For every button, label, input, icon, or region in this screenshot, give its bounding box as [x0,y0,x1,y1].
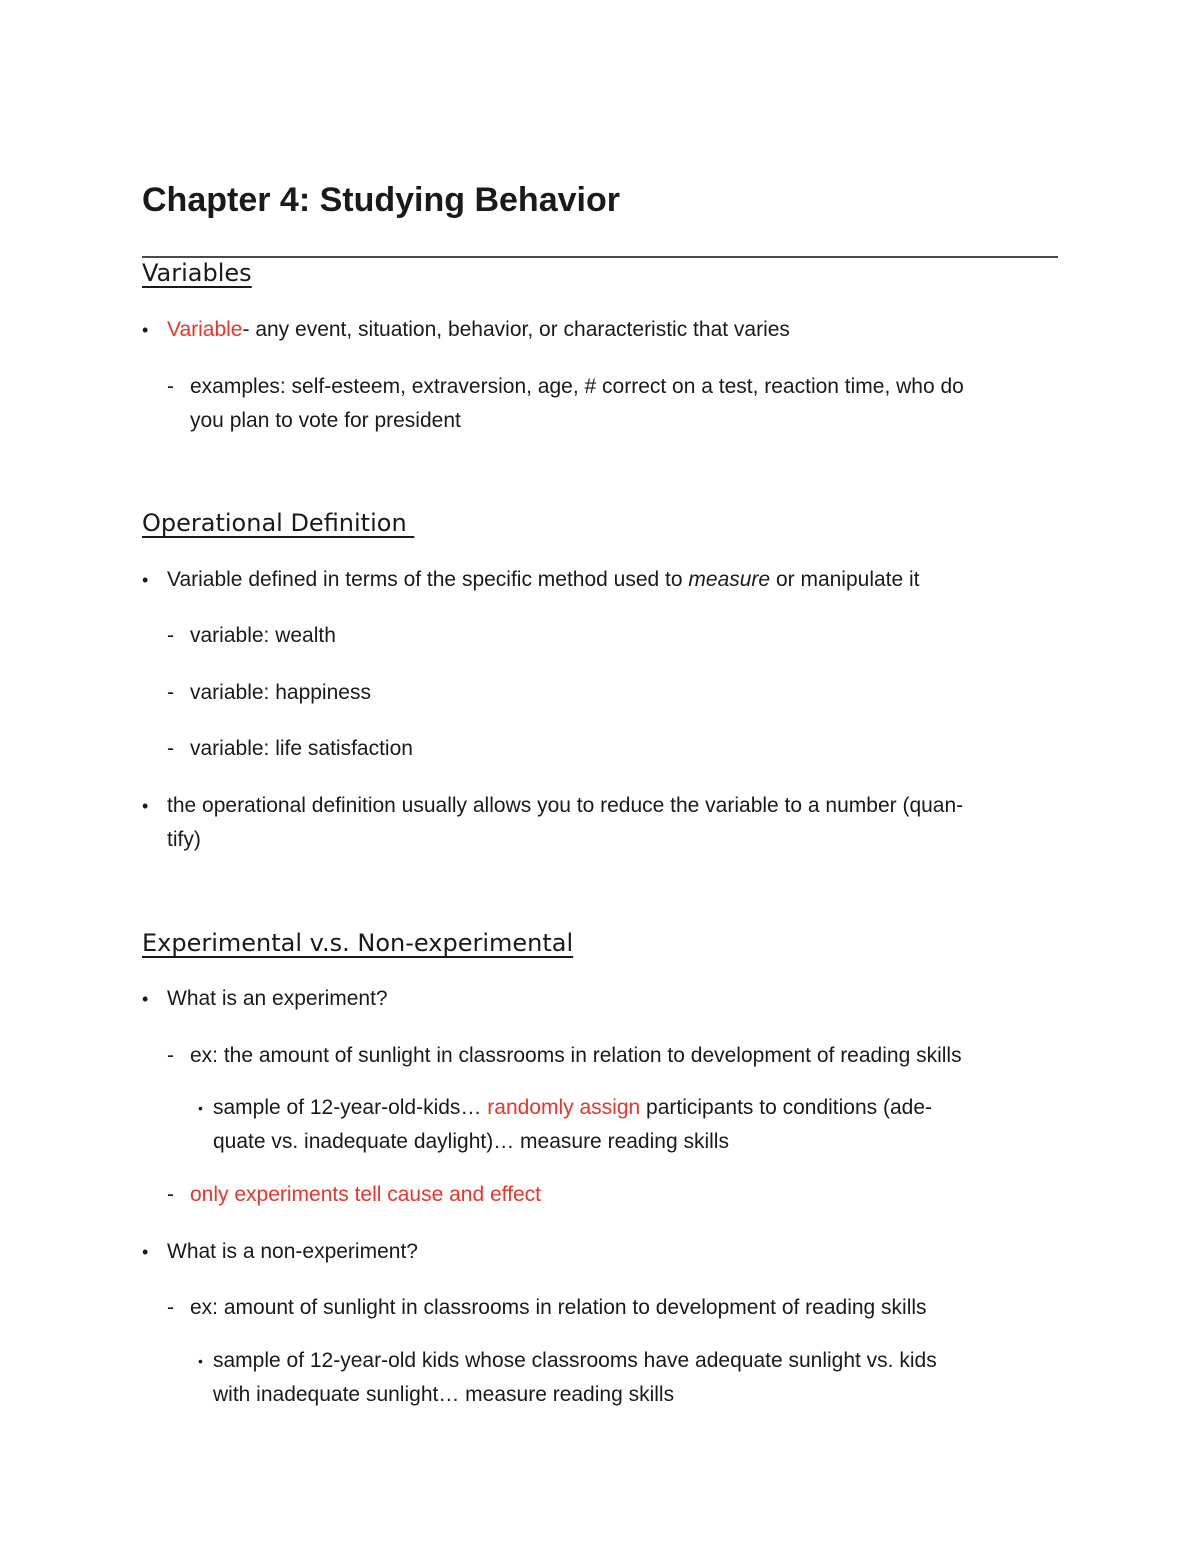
dash-marker: - [167,1296,174,1319]
sub-bullet-random-assign-line1: sample of 12-year-old-kids… randomly assign participants to conditions (ade- [213,1096,933,1119]
bullet-marker: • [142,989,149,1009]
heading-experimental: Experimental v.s. Non-experimental [142,929,574,957]
bullet-marker: • [142,570,149,590]
dash-experiment-example: ex: the amount of sunlight in classrooms in relation to development of reading skills [190,1044,962,1067]
dash-variable-life-satisfaction: variable: life satisfaction [190,737,413,760]
sub-bullet-adequate-sunlight-line1: sample of 12-year-old kids whose classrooms have adequate sunlight vs. kids [213,1349,937,1372]
dash-cause-and-effect: only experiments tell cause and effect [190,1183,541,1206]
bullet-marker: • [142,320,149,340]
dash-marker: - [167,1044,174,1067]
dash-variable-wealth: variable: wealth [190,624,336,647]
dash-marker: - [167,1183,174,1206]
bullet-what-is-non-experiment: What is a non-experiment? [167,1240,418,1263]
dash-variable-happiness: variable: happiness [190,681,371,704]
bullet-variable-definition: Variable- any event, situation, behavior, or characteristic that varies [167,318,790,341]
dash-examples-line2: you plan to vote for president [190,409,461,432]
sub-bullet-adequate-sunlight-line2: with inadequate sunlight… measure reading skills [213,1383,675,1406]
page-title: Chapter 4: Studying Behavior [142,181,620,219]
dash-marker: - [167,624,174,647]
dash-marker: - [167,375,174,398]
bullet-what-is-experiment: What is an experiment? [167,987,388,1010]
bullet-marker: • [142,796,149,816]
title-divider [142,256,1058,258]
heading-variables: Variables [142,259,252,287]
bullet-operational-definition: Variable defined in terms of the specific method used to measure or manipulate it [167,568,920,591]
bullet-marker: • [142,1242,149,1262]
dash-marker: - [167,737,174,760]
bullet-quantify-line1: the operational definition usually allows you to reduce the variable to a number (quan- [167,794,964,817]
dash-non-experiment-example: ex: amount of sunlight in classrooms in relation to development of reading skills [190,1296,927,1319]
emphasis-measure: measure [688,568,771,591]
heading-operational-definition: Operational Definition [142,509,415,537]
term-randomly-assign: randomly assign [487,1096,641,1119]
term-variable: Variable [167,318,243,341]
dash-marker: - [167,681,174,704]
sub-bullet-marker: • [198,1100,203,1116]
bullet-quantify-line2: tify) [167,828,201,851]
sub-bullet-random-assign-line2: quate vs. inadequate daylight)… measure reading skills [213,1130,729,1153]
dash-examples-line1: examples: self-esteem, extraversion, age, # correct on a test, reaction time, who do [190,375,964,398]
sub-bullet-marker: • [198,1353,203,1369]
